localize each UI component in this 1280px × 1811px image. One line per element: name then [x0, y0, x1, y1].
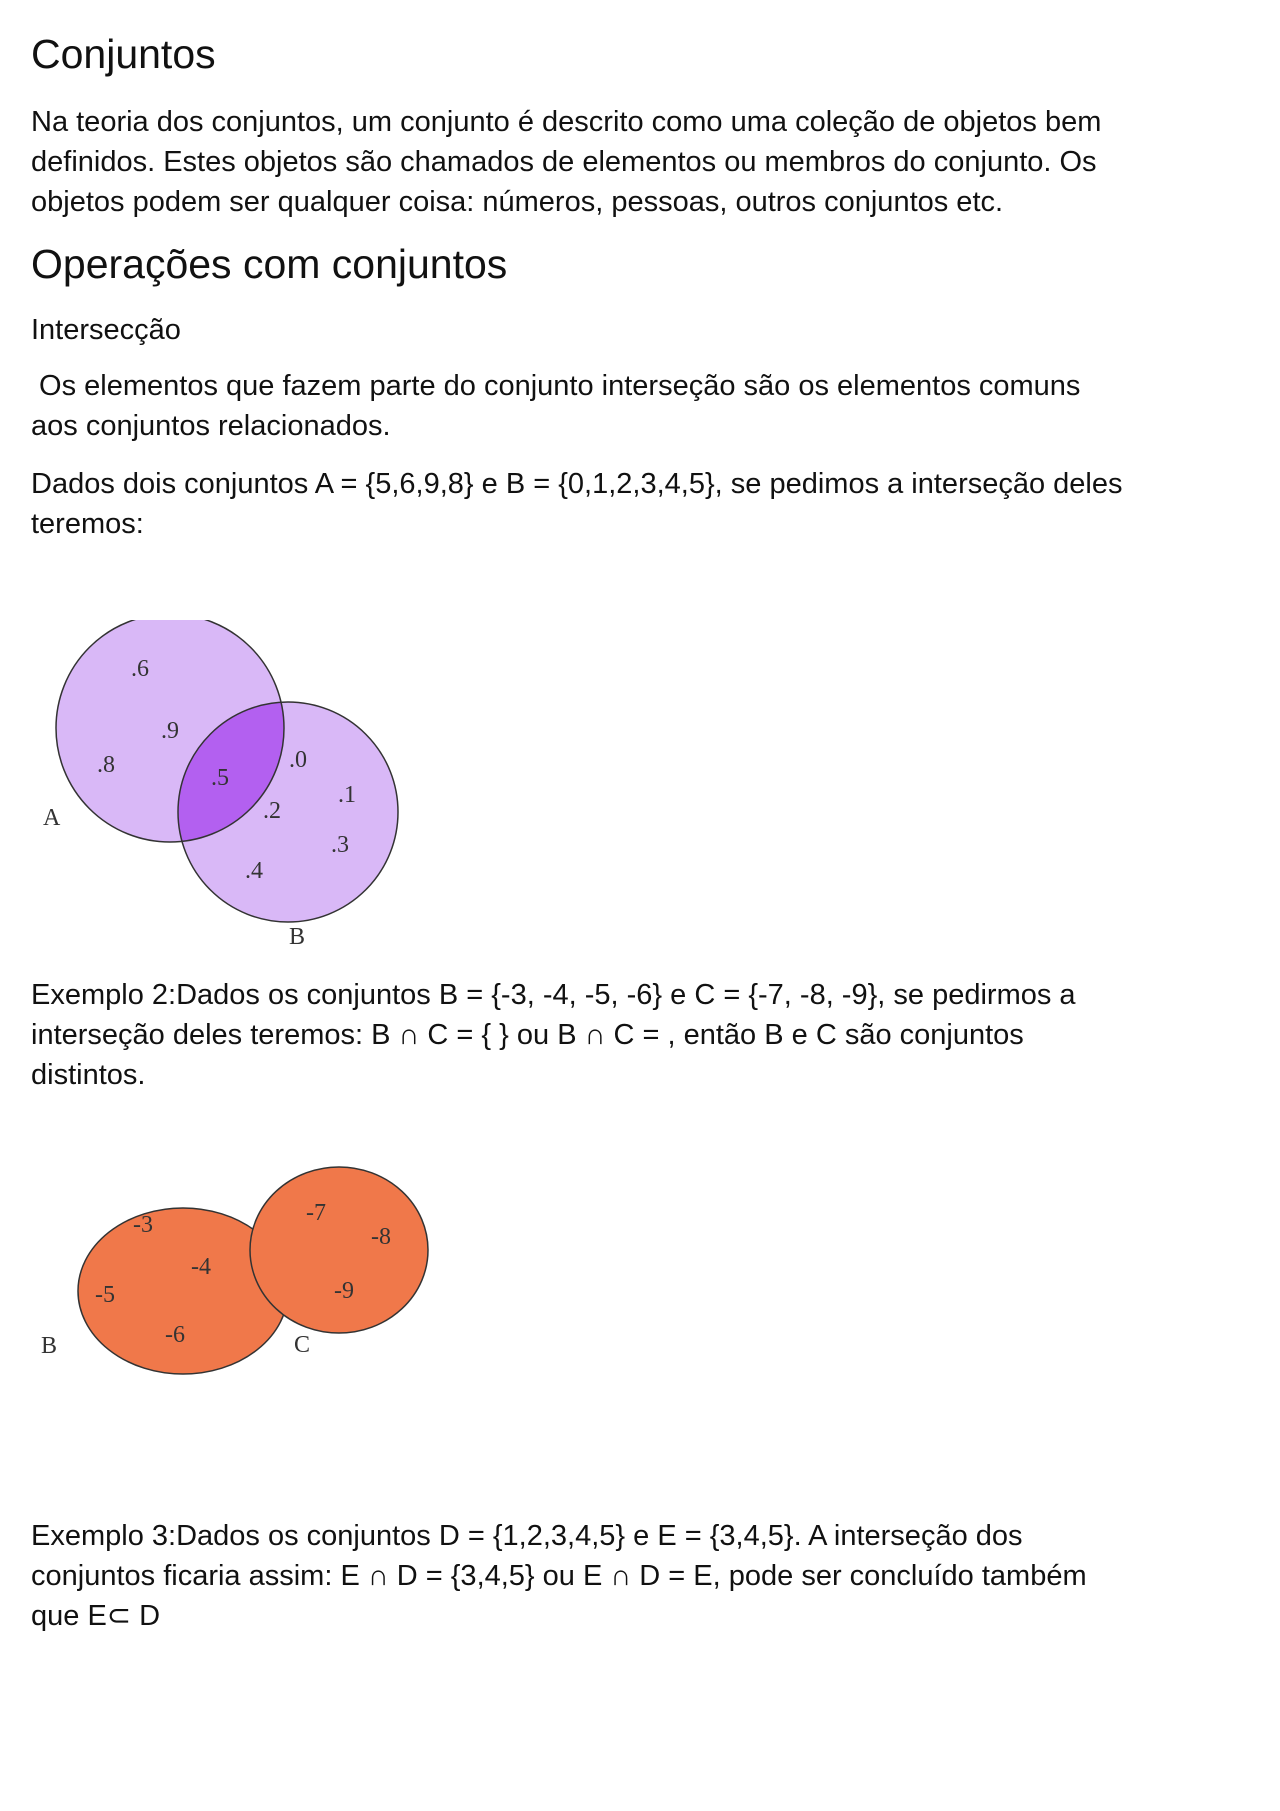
example1-line: Dados dois conjuntos A = {5,6,9,8} e B = {0,1,2,3,4,5}, se pedimos a interseção deles	[31, 468, 1123, 500]
intro-line: definidos. Estes objetos são chamados de elementos ou membros do conjunto. Os	[31, 146, 1097, 178]
element-b-3: .3	[331, 832, 349, 858]
intersection-subheading: Intersecção	[31, 314, 181, 346]
element-b-2: .2	[263, 798, 281, 824]
element-c-neg9: -9	[334, 1278, 354, 1304]
set-c-circle	[250, 1167, 428, 1333]
example1-line: teremos:	[31, 508, 144, 540]
definition-line: Os elementos que fazem parte do conjunto interseção são os elementos comuns	[31, 370, 1081, 402]
example3-paragraph	[31, 1516, 1256, 1636]
intro-line: objetos podem ser qualquer coisa: números, pessoas, outros conjuntos etc.	[31, 186, 1004, 218]
element-a-9: .9	[161, 718, 179, 744]
example2-line: distintos.	[31, 1059, 146, 1091]
element-b-0: .0	[289, 747, 307, 773]
venn-diagram-b-c	[31, 1160, 451, 1390]
element-b-neg3: -3	[133, 1212, 153, 1238]
element-b-neg6: -6	[165, 1322, 185, 1348]
intro-paragraph	[31, 102, 1256, 222]
element-ab-5: .5	[211, 765, 229, 791]
example3-line: que E⊂ D	[31, 1600, 161, 1632]
element-c-neg7: -7	[306, 1200, 326, 1226]
example2-line: interseção deles teremos: B ∩ C = { } ou B ∩ C = , então B e C são conjuntos	[31, 1019, 1024, 1051]
element-b-neg5: -5	[95, 1282, 115, 1308]
element-b-4: .4	[245, 858, 263, 884]
definition-paragraph	[31, 366, 1256, 446]
set-b-label: B	[289, 924, 306, 950]
set-b-label: B	[41, 1333, 58, 1359]
example2-paragraph	[31, 975, 1256, 1095]
page-title: Conjuntos	[31, 31, 216, 77]
venn-diagram-a-b	[31, 620, 421, 960]
example2-line: Exemplo 2:Dados os conjuntos B = {-3, -4, -5, -6} e C = {-7, -8, -9}, se pedirmos a	[31, 979, 1076, 1011]
example3-line: conjuntos ficaria assim: E ∩ D = {3,4,5} ou E ∩ D = E, pode ser concluído também	[31, 1560, 1087, 1592]
element-b-1: .1	[338, 782, 356, 808]
set-c-label: C	[294, 1332, 311, 1358]
element-a-8: .8	[97, 752, 115, 778]
example1-paragraph	[31, 464, 1256, 544]
intro-line: Na teoria dos conjuntos, um conjunto é descrito como uma coleção de objetos bem	[31, 106, 1102, 138]
operations-heading: Operações com conjuntos	[31, 241, 508, 287]
element-a-6: .6	[131, 656, 149, 682]
definition-line: aos conjuntos relacionados.	[31, 410, 391, 442]
example3-line: Exemplo 3:Dados os conjuntos D = {1,2,3,4,5} e E = {3,4,5}. A interseção dos	[31, 1520, 1023, 1552]
element-b-neg4: -4	[191, 1254, 211, 1280]
element-c-neg8: -8	[371, 1224, 391, 1250]
set-a-label: A	[43, 805, 61, 831]
